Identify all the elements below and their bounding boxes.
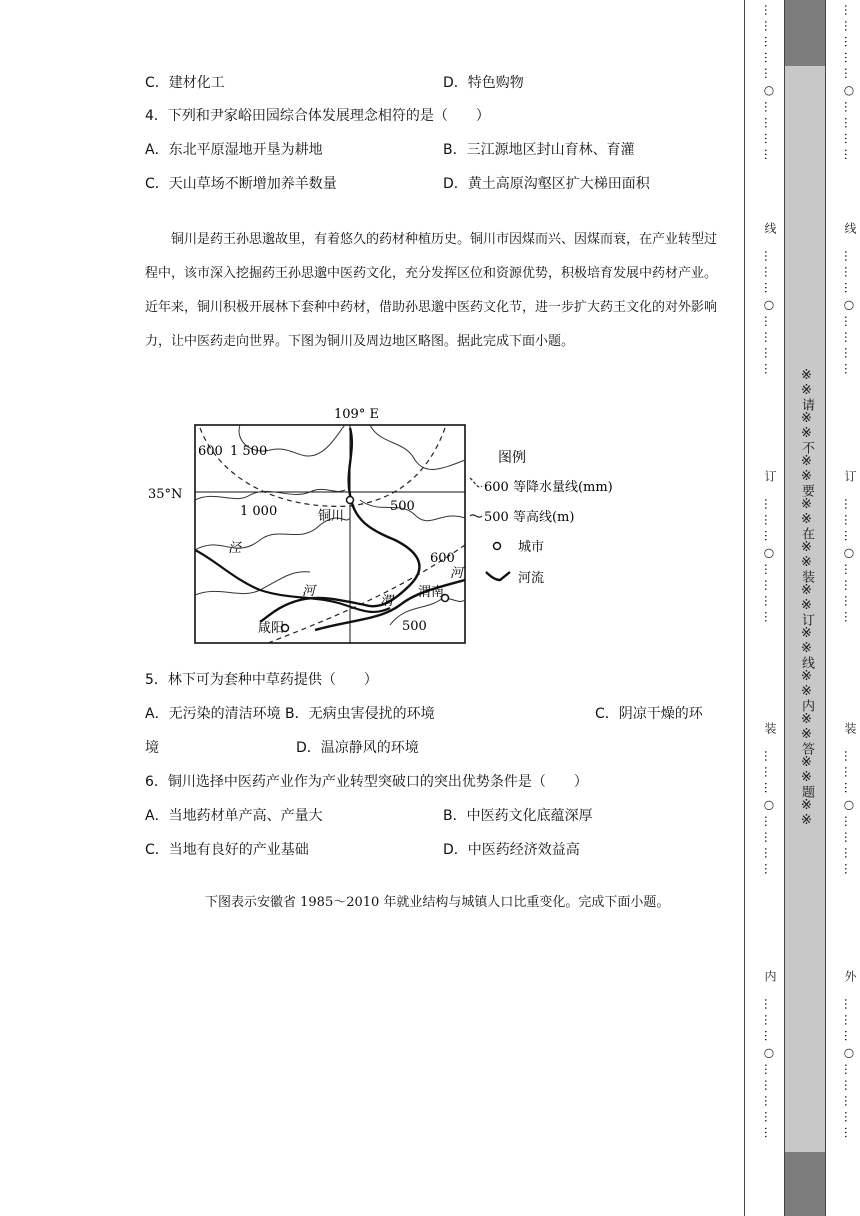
city-label-xianyang: 咸阳 [258, 621, 285, 636]
legend-city-swatch [494, 543, 501, 550]
q3-option-c: C．建材化工 [145, 75, 225, 91]
q5-option-c-part1: C．阴凉干燥的环 [595, 706, 703, 722]
contour-line-6 [195, 572, 310, 595]
q5-option-c-part2: 境 [145, 740, 159, 756]
river-label-wei: 渭 [380, 594, 394, 609]
outer-mark-ding: 订 [843, 470, 857, 482]
city-label-tongchuan: 铜川 [318, 509, 345, 524]
inner-binding-column: … … … … … ○ … … … … 线 … … … ○ … … … … 订 … … … ○ … … … … 装 … … … ○ … … … … 内 … … … ○ … … … … … [762, 4, 777, 1139]
binding-warning-band [784, 0, 826, 1216]
q6-stem: 6．铜川选择中医药产业作为产业转型突破口的突出优势条件是（ ） [145, 774, 588, 790]
band-dark-top [785, 0, 825, 66]
q4-option-c: C．天山草场不断增加养羊数量 [145, 176, 337, 192]
contour-label-500-a: 500 [390, 499, 415, 514]
outer-mark-xian: 线 [843, 222, 857, 234]
contour-label-500-b: 500 [402, 619, 427, 634]
q4-option-a: A．东北平原湿地开垦为耕地 [145, 142, 323, 158]
legend-contour: 500 等高线(m) [484, 510, 575, 525]
inner-mark-zhuang: 装 [763, 722, 777, 734]
outer-mark-wai: 外 [843, 970, 857, 982]
q6-option-c: C．当地有良好的产业基础 [145, 842, 309, 858]
contour-label-1000: 1 000 [240, 504, 278, 519]
legend-city: 城市 [518, 540, 545, 555]
contour-label-1500: 1 500 [230, 444, 268, 459]
band-dark-bottom [785, 1152, 825, 1216]
map-svg [140, 400, 680, 650]
river-label-he-2: 河 [450, 566, 464, 581]
next-section-intro: 下图表示安徽省 1985～2010 年就业结构与城镇人口比重变化。完成下面小题。 [205, 895, 670, 910]
isohyet-line-1 [200, 428, 445, 506]
q5-option-ab: A．无污染的清洁环境 B．无病虫害侵扰的环境 [145, 706, 435, 722]
binding-border-left [744, 0, 745, 1216]
q4-stem: 4．下列和尹家峪田园综合体发展理念相符的是（ ） [145, 108, 490, 124]
q4-option-b: B．三江源地区封山育林、育灌 [443, 142, 635, 158]
inner-mark-ding: 订 [763, 470, 777, 482]
binding-warning-text: ※※请※※不※※要※※在※※装※※订※※线※※内※※答※※题※※ [799, 368, 814, 828]
city-tongchuan [347, 497, 354, 504]
river-label-jing: 泾 [228, 541, 242, 556]
tongchuan-passage: 铜川是药王孙思邈故里，有着悠久的药材种植历史。铜川市因煤而兴、因煤而衰，在产业转型过程中，该市深入挖掘药王孙思邈中医药文化，充分发挥区位和资源优势，积极培育发展中药材产业。近年来，铜川积极开展林下套种中药材，借助孙思邈中医药文化节，进一步扩大药王文化的对外影响力，让中医药走向世界。下图为铜川及周边地区略图。据此完成下面小题。 [145, 232, 718, 349]
legend-isohyet-swatch [470, 478, 482, 487]
q5-stem: 5．林下可为套种中草药提供（ ） [145, 672, 378, 688]
legend-title: 图例 [498, 450, 526, 466]
tongchuan-map [140, 400, 680, 650]
inner-mark-xian: 线 [763, 222, 777, 234]
legend-river-swatch [486, 572, 510, 580]
outer-mark-zhuang: 装 [843, 722, 857, 734]
legend-contour-swatch [470, 515, 482, 517]
q4-option-d: D．黄土高原沟壑区扩大梯田面积 [443, 176, 650, 192]
q3-option-d: D．特色购物 [443, 75, 524, 91]
q6-option-d: D．中医药经济效益高 [443, 842, 580, 858]
outer-binding-column: … … … … … ○ … … … … 线 … … … ○ … … … … 订 … … … ○ … … … … 装 … … … ○ … … … … 外 … … … ○ … … … … … [842, 4, 857, 1139]
q5-option-d: D．温凉静风的环境 [296, 740, 419, 756]
inner-mark-nei: 内 [763, 970, 777, 982]
city-label-weinan: 渭南 [418, 585, 445, 600]
lon-label: 109° E [334, 407, 379, 422]
contour-label-600: 600 [198, 444, 223, 459]
legend-isohyet: 600 等降水量线(mm) [484, 480, 613, 495]
q6-option-a: A．当地药材单产高、产量大 [145, 808, 323, 824]
lat-label: 35°N [148, 487, 183, 502]
contour-label-600-b: 600 [430, 551, 455, 566]
legend-river: 河流 [518, 571, 545, 586]
contour-line-2 [370, 425, 465, 469]
q6-option-b: B．中医药文化底蕴深厚 [443, 808, 593, 824]
jing-river [260, 428, 419, 622]
river-label-he-1: 河 [302, 584, 316, 599]
